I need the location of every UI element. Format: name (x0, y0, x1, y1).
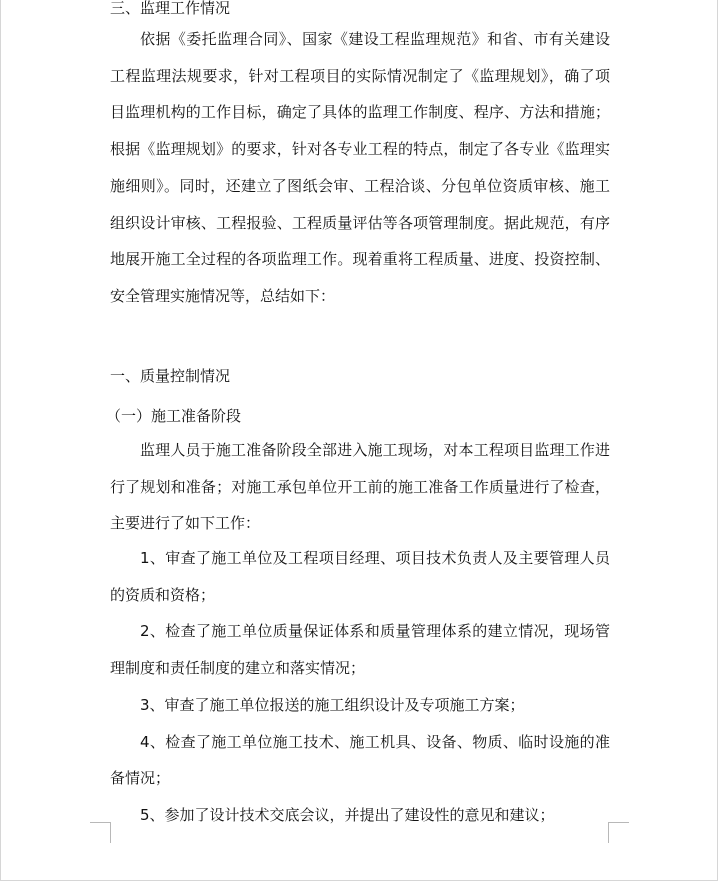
intro-paragraph: 依据《委托监理合同》、国家《建设工程监理规范》和省、市有关建设工程监理法规要求，针对工程项目的实际情况制定了《监理规划》，确了项目监理机构的工作目标，确定了具体的监理工作制度、程序、方法和措施；根据《监理规划》的要求，针对各专业工程的特点，制定了各专业《监理实施细则》。同时，还建立了图纸会审、工程洽谈、分包单位资质审核、施工组织设计审核、工程报验、工程质量评估等各项管理制度。据此规范，有序地展开施工全过程的各项监理工作。现着重将工程质量、进度、投资控制、安全管理实施情况等，总结如下： (110, 30, 610, 305)
margin-corner-mark-left (90, 822, 111, 843)
list-item: 4、检查了施工单位施工技术、施工机具、设备、物质、临时设施的准备情况； (110, 732, 610, 788)
page-edge-left (0, 0, 1, 881)
list-item: 3、审查了施工单位报送的施工组织设计及专项施工方案； (140, 695, 525, 714)
list-item: 5、参加了设计技术交底会议，并提出了建设性的意见和建议； (140, 805, 555, 824)
margin-corner-mark-right (608, 822, 629, 843)
list-item: 2、检查了施工单位质量保证体系和质量管理体系的建立情况，现场管理制度和责任制度的建立和落实情况； (110, 622, 610, 678)
quality-control-heading: 一、质量控制情况 (110, 367, 231, 385)
preparation-stage-heading: （一）施工准备阶段 (106, 407, 242, 425)
work-items-list (110, 540, 610, 834)
section-title: 三、监理工作情况 (110, 0, 231, 17)
list-item: 1、审查了施工单位及工程项目经理、项目技术负责人及主要管理人员的资质和资格； (110, 549, 610, 604)
preparation-paragraph: 监理人员于施工准备阶段全部进入施工现场，对本工程项目监理工作进行了规划和准备；对施工承包单位开工前的施工准备工作质量进行了检查，主要进行了如下工作： (110, 441, 610, 533)
